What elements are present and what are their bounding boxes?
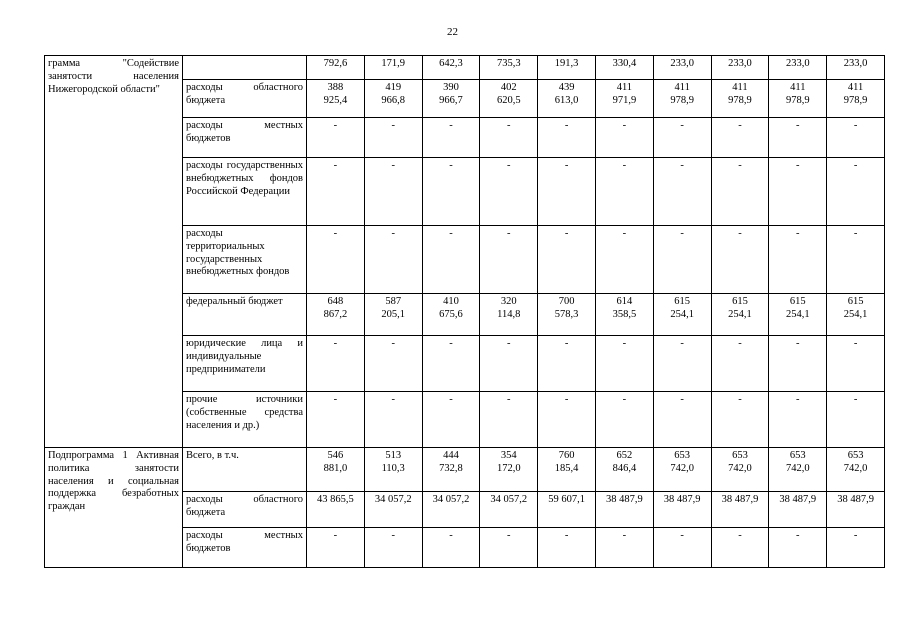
value-line: 411: [616, 82, 633, 93]
value-cell: [422, 56, 480, 80]
value-line: 653: [732, 450, 748, 461]
value-line: 411: [790, 82, 806, 93]
value-line: 978,9: [785, 94, 810, 106]
value-cell: [422, 158, 480, 226]
value-cell: [364, 80, 422, 118]
value-line: 388: [327, 82, 344, 93]
value-line: 320: [500, 296, 517, 307]
value-line: -: [738, 160, 742, 171]
value-line: -: [738, 228, 742, 239]
value-cell: [480, 392, 538, 448]
value-line: -: [680, 338, 684, 349]
value-cell: [364, 492, 422, 528]
value-cell: [595, 492, 653, 528]
value-line: -: [622, 160, 627, 171]
value-line: -: [449, 530, 453, 541]
value-cell: [595, 118, 653, 158]
value-line: -: [680, 394, 684, 405]
value-cell: [480, 158, 538, 226]
value-line: -: [853, 120, 858, 131]
value-line: -: [680, 120, 684, 131]
value-line: -: [449, 228, 453, 239]
value-line: -: [507, 120, 511, 131]
value-line: 546: [327, 450, 344, 461]
value-cell: [711, 448, 769, 492]
value-line: 615: [847, 296, 864, 307]
value-cell: [827, 336, 885, 392]
value-cell: [711, 80, 769, 118]
value-line: 653: [789, 450, 806, 461]
value-cell: [307, 492, 365, 528]
value-line: -: [391, 120, 395, 131]
value-line: 38 487,9: [606, 494, 643, 505]
value-cell: [422, 294, 480, 336]
value-line: 653: [674, 450, 691, 461]
value-line: -: [507, 160, 511, 171]
value-cell: [364, 448, 422, 492]
value-line: 439: [558, 82, 575, 93]
value-line: 648: [327, 296, 344, 307]
value-line: 700: [558, 296, 575, 307]
value-line: -: [391, 530, 395, 541]
value-line: -: [738, 394, 742, 405]
value-cell: [307, 80, 365, 118]
value-line: -: [391, 394, 395, 405]
value-line: 110,3: [381, 462, 405, 474]
value-cell: [480, 118, 538, 158]
value-line: 38 487,9: [837, 494, 874, 505]
value-cell: [827, 528, 885, 568]
value-line: -: [564, 530, 569, 541]
value-cell: [307, 336, 365, 392]
value-line: 587: [385, 296, 402, 307]
value-line: 411: [732, 82, 748, 93]
value-line: -: [796, 228, 800, 239]
value-line: -: [564, 160, 569, 171]
budget-table: [44, 55, 885, 568]
value-line: -: [680, 160, 684, 171]
value-line: 615: [732, 296, 748, 307]
value-cell: [653, 448, 711, 492]
value-cell: [711, 528, 769, 568]
value-cell: [769, 80, 827, 118]
value-cell: [653, 392, 711, 448]
value-line: -: [738, 530, 742, 541]
value-cell: [422, 80, 480, 118]
value-line: -: [333, 228, 338, 239]
funding-source: расходы местных бюджетов: [183, 118, 307, 158]
value-cell: [422, 448, 480, 492]
value-cell: [769, 448, 827, 492]
value-line: -: [333, 338, 338, 349]
value-line: 43 865,5: [317, 494, 354, 505]
value-cell: [595, 80, 653, 118]
value-cell: [653, 294, 711, 336]
value-line: 390: [443, 82, 459, 93]
value-cell: [595, 448, 653, 492]
value-cell: [595, 294, 653, 336]
value-line: 233,0: [728, 58, 752, 69]
value-cell: [827, 492, 885, 528]
value-line: -: [564, 120, 569, 131]
value-line: 330,4: [612, 58, 637, 69]
value-cell: [653, 158, 711, 226]
funding-source: юридические лица и индивидуальные предприниматели: [183, 336, 307, 392]
value-line: -: [391, 160, 395, 171]
value-line: 34 057,2: [490, 494, 528, 505]
value-cell: [653, 56, 711, 80]
funding-source: расходы областного бюджета: [183, 492, 307, 528]
table-row: [45, 56, 885, 80]
value-line: 613,0: [554, 94, 579, 106]
value-cell: [827, 392, 885, 448]
value-line: -: [853, 338, 858, 349]
value-cell: [827, 56, 885, 80]
value-cell: [307, 294, 365, 336]
value-cell: [769, 294, 827, 336]
value-line: -: [680, 228, 684, 239]
value-cell: [769, 528, 827, 568]
value-line: 59 607,1: [548, 494, 585, 505]
value-cell: [480, 226, 538, 294]
value-cell: [538, 226, 596, 294]
value-line: -: [796, 160, 800, 171]
value-line: 114,8: [497, 308, 521, 320]
value-cell: [769, 56, 827, 80]
value-line: -: [853, 228, 858, 239]
value-line: 978,9: [843, 94, 868, 106]
funding-source: расходы государственных внебюджетных фондов Российской Федерации: [183, 158, 307, 226]
value-line: 402: [500, 82, 517, 93]
value-line: -: [853, 394, 858, 405]
value-cell: [595, 56, 653, 80]
funding-source: прочие источники (собственные средства населения и др.): [183, 392, 307, 448]
value-line: -: [622, 120, 627, 131]
value-cell: [653, 528, 711, 568]
value-line: 867,2: [323, 308, 348, 320]
value-line: 966,7: [439, 94, 463, 106]
value-cell: [769, 118, 827, 158]
value-line: 254,1: [728, 308, 752, 320]
value-line: 971,9: [612, 94, 637, 106]
value-line: -: [796, 530, 800, 541]
value-cell: [422, 226, 480, 294]
value-cell: [538, 448, 596, 492]
value-line: -: [680, 530, 684, 541]
value-line: 732,8: [439, 462, 463, 474]
value-cell: [595, 528, 653, 568]
value-line: -: [391, 338, 395, 349]
value-line: 735,3: [496, 58, 521, 69]
value-cell: [364, 118, 422, 158]
value-line: -: [449, 394, 453, 405]
value-cell: [307, 448, 365, 492]
value-line: 38 487,9: [663, 494, 701, 505]
value-cell: [422, 492, 480, 528]
program-name: Подпрограмма 1 Активная политика занятости населения и социальная поддержка безработных граждан: [45, 448, 183, 568]
funding-source: Всего, в т.ч.: [183, 448, 307, 492]
value-cell: [307, 226, 365, 294]
value-line: -: [622, 338, 627, 349]
value-cell: [827, 118, 885, 158]
value-cell: [653, 492, 711, 528]
value-cell: [711, 336, 769, 392]
value-line: 171,9: [381, 58, 405, 69]
value-cell: [538, 528, 596, 568]
value-cell: [711, 158, 769, 226]
value-line: -: [333, 530, 338, 541]
value-line: -: [333, 394, 338, 405]
value-line: 742,0: [843, 462, 868, 474]
value-cell: [595, 158, 653, 226]
value-line: 792,6: [323, 58, 348, 69]
value-line: -: [622, 394, 627, 405]
value-line: 620,5: [496, 94, 521, 106]
value-line: -: [449, 120, 453, 131]
funding-source: расходы местных бюджетов: [183, 528, 307, 568]
value-line: -: [564, 338, 569, 349]
value-cell: [364, 392, 422, 448]
value-line: -: [853, 160, 858, 171]
value-line: 978,9: [670, 94, 694, 106]
value-line: 254,1: [843, 308, 868, 320]
value-cell: [711, 56, 769, 80]
value-cell: [653, 80, 711, 118]
value-cell: [480, 448, 538, 492]
value-line: 742,0: [670, 462, 694, 474]
value-line: 410: [443, 296, 459, 307]
value-cell: [422, 336, 480, 392]
value-line: 881,0: [323, 462, 348, 474]
value-line: 358,5: [612, 308, 637, 320]
value-cell: [538, 118, 596, 158]
value-line: -: [333, 160, 338, 171]
value-cell: [364, 158, 422, 226]
value-cell: [538, 336, 596, 392]
value-cell: [653, 336, 711, 392]
value-line: -: [738, 120, 742, 131]
value-cell: [595, 392, 653, 448]
value-cell: [307, 118, 365, 158]
value-line: 966,8: [381, 94, 405, 106]
value-line: 419: [385, 82, 402, 93]
value-cell: [307, 158, 365, 226]
value-line: 642,3: [439, 58, 463, 69]
value-cell: [827, 448, 885, 492]
value-cell: [422, 392, 480, 448]
value-cell: [711, 392, 769, 448]
value-cell: [595, 226, 653, 294]
value-cell: [480, 492, 538, 528]
value-line: -: [333, 120, 338, 131]
table-row: [45, 448, 885, 492]
value-line: -: [796, 338, 800, 349]
value-line: -: [391, 228, 395, 239]
value-line: -: [507, 530, 511, 541]
value-line: 925,4: [323, 94, 348, 106]
value-cell: [480, 528, 538, 568]
value-line: 444: [443, 450, 459, 461]
value-cell: [827, 226, 885, 294]
funding-source: [183, 56, 307, 80]
value-cell: [364, 226, 422, 294]
value-line: -: [564, 394, 569, 405]
value-cell: [307, 528, 365, 568]
value-line: 233,0: [670, 58, 694, 69]
value-cell: [827, 80, 885, 118]
funding-source: расходы областного бюджета: [183, 80, 307, 118]
value-cell: [711, 226, 769, 294]
value-cell: [769, 336, 827, 392]
funding-source: федеральный бюджет: [183, 294, 307, 336]
value-line: 615: [674, 296, 691, 307]
value-line: 172,0: [496, 462, 521, 474]
value-line: 254,1: [785, 308, 810, 320]
value-line: 578,3: [554, 308, 579, 320]
value-cell: [480, 56, 538, 80]
value-cell: [480, 336, 538, 392]
value-line: 205,1: [381, 308, 405, 320]
value-cell: [364, 294, 422, 336]
value-cell: [538, 392, 596, 448]
value-line: 742,0: [728, 462, 752, 474]
value-line: 614: [616, 296, 633, 307]
value-cell: [422, 118, 480, 158]
value-line: 38 487,9: [721, 494, 759, 505]
value-line: -: [449, 160, 453, 171]
value-line: -: [738, 338, 742, 349]
value-cell: [769, 392, 827, 448]
value-cell: [307, 56, 365, 80]
value-cell: [480, 294, 538, 336]
value-line: 34 057,2: [432, 494, 470, 505]
value-line: 742,0: [785, 462, 810, 474]
value-cell: [711, 118, 769, 158]
value-line: 38 487,9: [779, 494, 817, 505]
value-line: -: [564, 228, 569, 239]
value-line: 254,1: [670, 308, 694, 320]
value-line: 978,9: [728, 94, 752, 106]
value-line: 185,4: [554, 462, 579, 474]
value-cell: [653, 118, 711, 158]
value-line: -: [796, 120, 800, 131]
value-cell: [711, 294, 769, 336]
value-cell: [364, 528, 422, 568]
value-line: -: [622, 228, 627, 239]
value-cell: [364, 336, 422, 392]
value-cell: [769, 226, 827, 294]
value-line: -: [507, 338, 511, 349]
value-cell: [538, 56, 596, 80]
value-cell: [711, 492, 769, 528]
value-line: 653: [847, 450, 864, 461]
value-cell: [538, 294, 596, 336]
value-cell: [364, 56, 422, 80]
value-line: 411: [674, 82, 690, 93]
value-line: -: [507, 228, 511, 239]
value-line: 652: [616, 450, 633, 461]
funding-source: расходы территориальных государственных внебюджетных фондов: [183, 226, 307, 294]
value-line: 233,0: [785, 58, 810, 69]
value-cell: [595, 336, 653, 392]
program-name: грамма "Содействие занятости населения Нижегородской области": [45, 56, 183, 448]
value-cell: [538, 492, 596, 528]
value-line: -: [622, 530, 627, 541]
value-line: 513: [385, 450, 402, 461]
value-cell: [307, 392, 365, 448]
value-cell: [769, 492, 827, 528]
value-cell: [769, 158, 827, 226]
value-line: -: [853, 530, 858, 541]
value-line: 760: [558, 450, 575, 461]
value-line: 675,6: [439, 308, 463, 320]
value-cell: [538, 80, 596, 118]
value-line: 411: [847, 82, 864, 93]
value-cell: [480, 80, 538, 118]
value-line: 354: [500, 450, 517, 461]
value-cell: [827, 158, 885, 226]
value-cell: [827, 294, 885, 336]
page-number: 22: [447, 26, 458, 38]
value-line: -: [449, 338, 453, 349]
value-line: 846,4: [612, 462, 637, 474]
value-line: 233,0: [843, 58, 868, 69]
value-cell: [422, 528, 480, 568]
value-line: -: [507, 394, 511, 405]
value-line: 34 057,2: [374, 494, 412, 505]
value-cell: [538, 158, 596, 226]
value-line: 191,3: [554, 58, 579, 69]
value-line: 615: [789, 296, 806, 307]
value-line: -: [796, 394, 800, 405]
value-cell: [653, 226, 711, 294]
